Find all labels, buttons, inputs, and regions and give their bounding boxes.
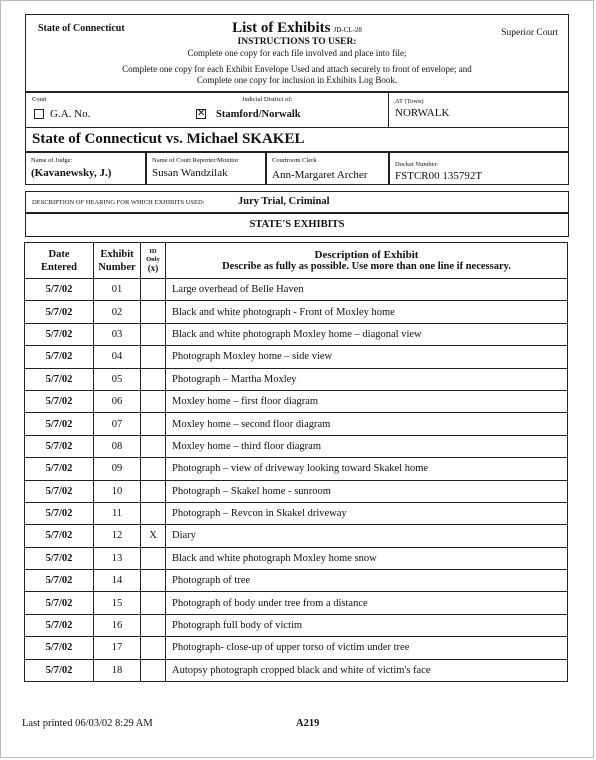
date-cell: 5/7/02 [25,592,94,614]
id-only-cell [141,637,166,659]
date-cell: 5/7/02 [25,368,94,390]
description-cell: Moxley home – second floor diagram [166,413,568,435]
date-cell: 5/7/02 [25,614,94,636]
description-cell: Photograph – Martha Moxley [166,368,568,390]
description-cell: Moxley home – first floor diagram [166,390,568,412]
instruction-line: Complete one copy for each file involved and place into file; [187,48,407,58]
description-cell: Photograph Moxley home – side view [166,346,568,368]
id-only-column-header [141,243,166,279]
table-row [25,413,568,435]
id-only-cell [141,659,166,681]
docket-value: FSTCR00 135792T [395,170,483,182]
date-cell: 5/7/02 [25,547,94,569]
description-cell: Photograph of tree [166,570,568,592]
table-row [25,323,568,345]
section-title: STATE'S EXHIBITS [249,219,345,230]
id-only-cell [141,435,166,457]
exhibit-number-cell: 14 [94,570,141,592]
description-cell: Photograph of body under tree from a distance [166,592,568,614]
last-printed: Last printed 06/03/02 8:29 AM [22,718,153,729]
exhibits-table [24,242,568,682]
district-checkbox[interactable]: ✕ [197,108,206,119]
reporter-box [146,152,266,185]
reporter-value: Susan Wandzilak [152,167,228,179]
exhibit-number-cell: 05 [94,368,141,390]
description-cell: Black and white photograph Moxley home – diagonal view [166,323,568,345]
header-text: Date [48,248,70,260]
table-header-row [25,243,568,279]
hearing-label: DESCRIPTION OF HEARING FOR WHICH EXHIBITS USED: [32,199,205,206]
description-cell: Black and white photograph - Front of Moxley home [166,301,568,323]
description-column-header [166,243,568,279]
description-cell: Black and white photograph Moxley home snow [166,547,568,569]
table-row [25,480,568,502]
table-row [25,547,568,569]
id-only-cell [141,570,166,592]
form-title: List of Exhibits [232,20,331,36]
header-text: Description of Exhibit [314,249,419,261]
table-row [25,435,568,457]
clerk-value: Ann-Margaret Archer [272,169,368,181]
id-only-cell [141,413,166,435]
table-row [25,570,568,592]
date-cell: 5/7/02 [25,570,94,592]
header-text: Entered [41,261,77,273]
header-text: Number [98,261,136,273]
exhibit-number-cell: 04 [94,346,141,368]
table-row [25,390,568,412]
exhibit-number-cell: 06 [94,390,141,412]
id-only-cell [141,458,166,480]
table-row [25,614,568,636]
id-only-cell [141,502,166,524]
date-cell: 5/7/02 [25,480,94,502]
date-cell: 5/7/02 [25,323,94,345]
id-only-cell [141,279,166,301]
id-only-cell [141,323,166,345]
exhibit-number-cell: 17 [94,637,141,659]
table-row [25,502,568,524]
court-box [25,92,389,128]
instructions-heading: INSTRUCTIONS TO USER: [237,37,357,47]
description-cell: Autopsy photograph cropped black and white of victim's face [166,659,568,681]
ga-label: G.A. No. [50,108,91,120]
table-row [25,368,568,390]
id-only-cell: X [141,525,166,547]
docket-box [389,152,569,185]
table-row [25,525,568,547]
date-cell: 5/7/02 [25,346,94,368]
clerk-label: Courtroom Clerk [272,157,317,164]
judge-box [25,152,146,185]
exhibit-rows [25,279,568,682]
instruction-line: Complete one copy for each Exhibit Envelope Used and attach securely to front of envelope; and [122,64,472,74]
header-text: (x) [147,262,159,273]
case-title: State of Connecticut vs. Michael SKAKEL [32,131,305,147]
date-cell: 5/7/02 [25,659,94,681]
date-cell: 5/7/02 [25,525,94,547]
title-line [26,19,568,37]
hearing-value: Jury Trial, Criminal [238,196,330,207]
exhibit-number-cell: 15 [94,592,141,614]
table-row [25,301,568,323]
state-name: State of Connecticut [38,23,125,34]
hearing-box [25,191,569,213]
id-only-cell [141,301,166,323]
date-cell: 5/7/02 [25,301,94,323]
exhibit-number-cell: 13 [94,547,141,569]
clerk-box [266,152,389,185]
description-cell: Photograph full body of victim [166,614,568,636]
ga-checkbox[interactable] [34,109,44,119]
reporter-label: Name of Court Reporter/Monitor [152,157,239,164]
table-row [25,659,568,681]
id-only-cell [141,368,166,390]
section-title-box [25,213,569,237]
description-cell: Diary [166,525,568,547]
date-cell: 5/7/02 [25,413,94,435]
date-cell: 5/7/02 [25,502,94,524]
header-text: ID [149,247,157,255]
judge-label: Name of Judge: [31,157,73,164]
description-cell: Photograph- close-up of upper torso of victim under tree [166,637,568,659]
exhibit-number-cell: 07 [94,413,141,435]
description-cell: Moxley home – third floor diagram [166,435,568,457]
number-column-header [94,243,141,279]
date-cell: 5/7/02 [25,279,94,301]
id-only-cell [141,614,166,636]
instruction-line: Complete one copy for inclusion in Exhibits Log Book. [196,75,398,85]
id-only-cell [141,390,166,412]
id-only-cell [141,346,166,368]
exhibit-number-cell: 09 [94,458,141,480]
description-cell: Photograph – view of driveway looking toward Skakel home [166,458,568,480]
form-number: JD-CL-28 [333,26,362,34]
table-row [25,637,568,659]
town-box [388,92,569,128]
exhibit-number-cell: 10 [94,480,141,502]
table-row [25,346,568,368]
header-text: Only [146,255,160,263]
town-label: AT (Town) [395,98,424,105]
description-cell: Photograph – Revcon in Skakel driveway [166,502,568,524]
date-column-header [25,243,94,279]
exhibit-number-cell: 16 [94,614,141,636]
exhibit-number-cell: 12 [94,525,141,547]
district-label: Judicial District of: [242,96,293,103]
table-row [25,592,568,614]
date-cell: 5/7/02 [25,637,94,659]
description-cell: Photograph – Skakel home - sunroom [166,480,568,502]
page-code: A219 [296,718,320,729]
court-name: Superior Court [501,28,558,38]
header-text: Describe as fully as possible. Use more than one line if necessary. [222,261,511,272]
exhibit-number-cell: 01 [94,279,141,301]
exhibit-number-cell: 11 [94,502,141,524]
table-row [25,458,568,480]
town-value: NORWALK [395,107,450,119]
case-title-box [25,127,569,152]
court-label: Court [32,96,47,103]
id-only-cell [141,547,166,569]
district-value: Stamford/Norwalk [216,109,301,120]
exhibit-number-cell: 02 [94,301,141,323]
exhibit-number-cell: 18 [94,659,141,681]
exhibit-number-cell: 08 [94,435,141,457]
id-only-cell [141,592,166,614]
table-row [25,279,568,301]
date-cell: 5/7/02 [25,435,94,457]
judge-value: (Kavanewsky, J.) [31,167,112,179]
id-only-cell [141,480,166,502]
date-cell: 5/7/02 [25,390,94,412]
date-cell: 5/7/02 [25,458,94,480]
docket-label: Docket Number: [395,161,439,168]
header-text: Exhibit [100,248,134,260]
exhibit-number-cell: 03 [94,323,141,345]
description-cell: Large overhead of Belle Haven [166,279,568,301]
form-header [25,14,569,92]
